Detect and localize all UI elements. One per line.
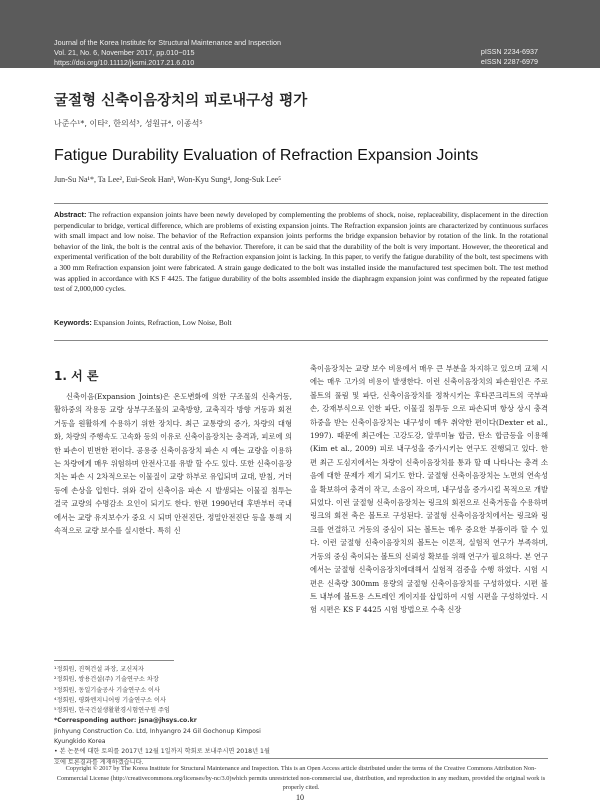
title-korean: 굴절형 신축이음장치의 피로내구성 평가 xyxy=(54,93,308,109)
keywords xyxy=(54,318,232,327)
divider-bottom xyxy=(54,340,548,341)
footnote: ⁴정회원, 평화엔지니어링 기술연구소 이사 xyxy=(54,696,166,704)
journal-name: Journal of the Korea Institute for Structural Maintenance and Inspection xyxy=(54,38,281,47)
abstract-label: Abstract: xyxy=(54,210,87,219)
section-heading: 1. 서 론 xyxy=(54,369,99,383)
footnote: ¹정회원, 진혁건설 과장, 교신저자 xyxy=(54,666,145,673)
footnote: Kyungkido Korea xyxy=(54,738,106,746)
column-left xyxy=(54,390,292,537)
footnote: 호에 토론결과를 게재하겠습니다. xyxy=(54,758,144,766)
paragraph: 신축이음(Expansion Joints)은 온도변화에 의한 구조물의 신축거동, 활하중의 작용등 교량 상부구조물의 교축방향, 교축직각 방향 거동과 회전 거동을 원활하게 수용하기 위한 장치다. 최근 교통량의 증가, 차량의 대형화, 차량의 주행속도 고속화 등의 이유로 신축이음장치는 충격과, 피로에 의한 파손이 빈번한 편이다. 공용중 신축이음장치 파손 시 예는 교량을 이용하는 차량에게 매우 위험하며 안전사고를 유발 할 수도 있다. 또한 신축이음장치는 파손 시 2차적으로는 이물질이 교량 하부로 유입되며 교대, 받침, 거더 등에 손상을 입힌다. 위와 같이 신축이음 파손 시 발생되는 이물질 침투는 결국 교량의 수명감소 요인이 되기도 한다. 한편 1990년대 후반부터 국내에서는 교량 유지보수가 중요 시 되며 안전진단, 정밀안전진단 등을 통해 지속적으로 교량 보수를 실시한다. 특히 신 xyxy=(54,392,292,536)
journal-volume: Vol. 21, No. 6, November 2017, pp.010~015 xyxy=(54,48,195,57)
divider-copyright xyxy=(54,758,548,759)
authors-korean: 나준수¹*, 이타², 한의석³, 성원규⁴, 이종석⁵ xyxy=(54,119,203,128)
title-english: Fatigue Durability Evaluation of Refraction Expansion Joints xyxy=(54,147,479,164)
journal-info xyxy=(54,38,281,68)
pissn: pISSN 2234-6937 xyxy=(480,47,538,56)
footnotes xyxy=(54,665,292,768)
footnote: ³정회원, 동일기술공사 기술연구소 이사 xyxy=(54,686,160,694)
authors-english: Jun-Su Na¹*, Ta Lee², Eui-Seok Han³, Won-Kyu Sung⁴, Jong-Suk Lee⁵ xyxy=(54,175,282,184)
abstract xyxy=(54,210,548,295)
paragraph: 축이음장치는 교량 보수 비용에서 매우 큰 부분을 차지하고 있으며 교체 시 에는 매우 고가의 비용이 발생한다. 이런 신축이음장치의 파손원인은 주로 볼트의 풀림 및 파단, 신축이음장치를 정착시키는 후타콘크리트의 국부파손, 강재부식으로 인한 파단, 이물질 침투등 으로 파손되며 항상 상시 충격 하중을 받는 신축이음장치는 내구성이 매우 취약한 편이다(Dexter et al., 1997). 때문에 최근에는 고강도강, 알루미늄 합금, 탄소 합금등을 이용해(Kim et al., 2009) 피로 내구성을 증가시키는 연구도 진행되고 있다. 한편 최근 도심지에서는 차량이 신축이음장치를 통과 할 때 나타나는 충격 소음에 대한 문제가 제기 되기도 한다. 굴절형 신축이음장치는 노면의 연속성을 확보하여 충격이 작고, 소음이 작으며, 내구성을 증가시킬 목적으로 개발 되었다. 이런 굴절형 신축이음장치는 링크의 회전으로 신축거동을 수용하며 링크의 회전 축은 볼트로 구성된다. 굴절형 신축이음장치에서는 링크와 링크를 연결하고 거동의 중심이 되는 볼트는 매우 중요한 부품이라 할 수 있다. 이런 굴절형 신축이음장치의 볼트는 이론적, 실험적 연구가 부족하며, 거동의 중심 축이되는 볼트의 신뢰성 확보를 위해 연구가 필요하다. 본 연구에서는 굴절형 신축이음장치에대해서 실험적 검증을 수행 하였다. 시험 시편은 신축량 300mm 용량의 굴절형 신축이음장치를 구성하였다. 시편 볼트 내부에 볼트용 스트레인 게이지를 삽입하여 시험 시편을 구성하였다. 시험 시편은 KS F 4425 시험 방법으로 수축 신장 xyxy=(310,364,548,615)
divider-top xyxy=(54,203,548,204)
keywords-label: Keywords: xyxy=(54,318,92,327)
footnote: ⁵정회원, 한국건설생활환경시험연구원 주임 xyxy=(54,707,170,715)
footnote: *Corresponding author: jsna@jhsys.co.kr xyxy=(54,717,197,725)
footnote: ²정회원, 쌍용건설(주) 기술연구소 차장 xyxy=(54,676,159,684)
keywords-text: Expansion Joints, Refraction, Low Noise, Bolt xyxy=(93,318,232,327)
journal-doi[interactable]: https://doi.org/10.11112/jksmi.2017.21.6.010 xyxy=(54,58,195,67)
eissn: eISSN 2287-6979 xyxy=(480,57,538,66)
copyright-notice: Copyright © 2017 by The Korea Institute for Structural Maintenance and Inspection. This is an Open Access article distributed under the terms of the Creative Commons Attribution Non-Commercial License (http://creativecommons.org/licenses/by-nc/3.0)which permits unrestricted non-commercial use, distribution, and reproduction in any medium, provided the original work is properly cited. xyxy=(56,765,546,791)
footnote: • 본 논문에 대한 토의를 2017년 12월 1일까지 학회로 보내주시면 2018년 1월 xyxy=(54,748,270,756)
footnote: Jinhyung Construction Co. Ltd, Inhyangro 24 Gil Gochonup Kimposi xyxy=(54,727,261,735)
page-number: 10 xyxy=(296,793,304,802)
journal-header-band xyxy=(0,0,600,68)
footnote-divider xyxy=(54,660,174,661)
abstract-text: The refraction expansion joints have been newly developed by complementing the problems of shock, noise, replaceability, displacement in the direction perpendicular to bridge, vertical difference, which are problems of existing expansion joints. The Refraction expansion joints are characterized by continuous surfaces with small impact and low noise. The behavior of the Refraction expansion joints performs the bridge expansion behavior by rotation of the link. In the rotational behavior of the link, the bolt is the central axis of the behavior. Therefore, it can be said that the durability of the bolt is very important. However, the theoretical and experimental verification of the bolt durability of the Refraction expansion joint is lacking. In this paper, to verify the fatigue durability of the bolt, test specimens with a 300 mm Refraction expansion joint were fabricated. A strain gauge dedicated to the bolt was installed inside the manufactured test specimen bolt. The test method was applied in accordance with KS F 4425. The fatigue durability of the bolts assembled inside the diaphragm expansion joint was confirmed by the repeated fatigue test of 2,000,000 cycles. xyxy=(54,210,548,294)
issn-info xyxy=(481,47,538,67)
column-right xyxy=(310,362,548,617)
